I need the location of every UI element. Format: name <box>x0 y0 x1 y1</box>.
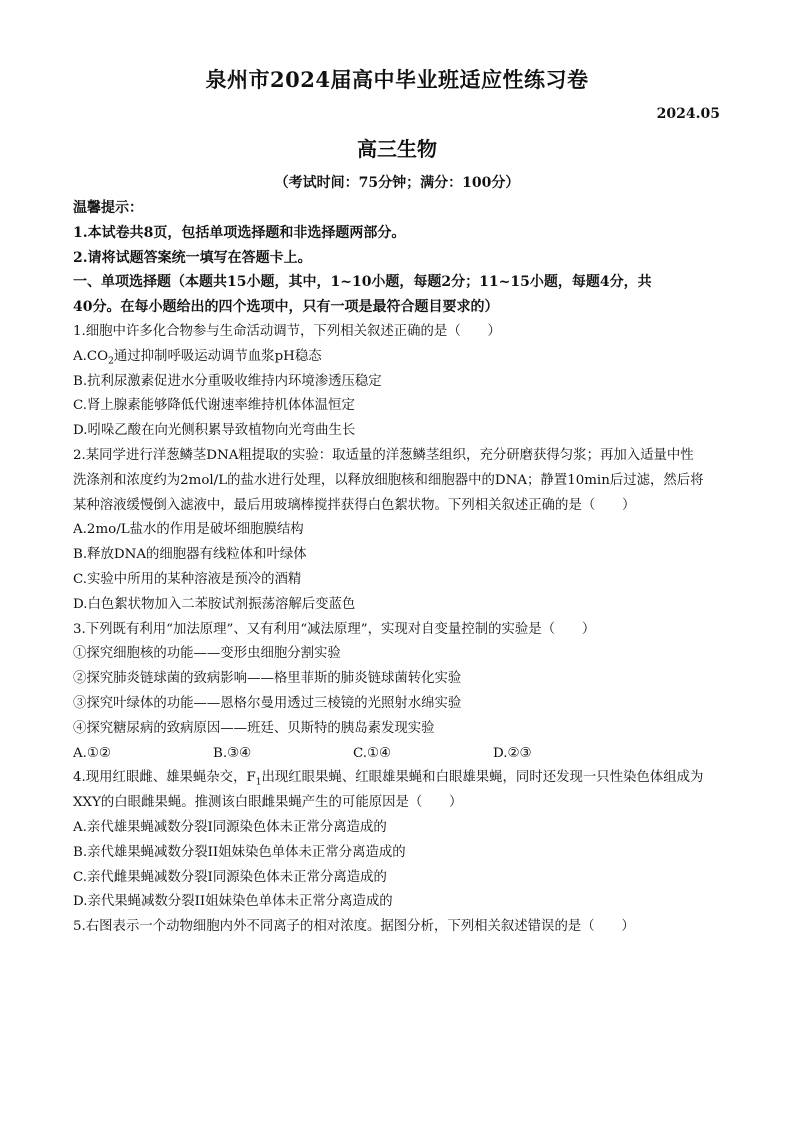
question-3-option-c: C.①④ <box>353 745 392 761</box>
question-3-option-b: B.③④ <box>213 745 252 761</box>
question-3-options <box>73 742 723 767</box>
question-3-item: ④探究糖尿病的致病原因——班廷、贝斯特的胰岛素发现实验 <box>73 720 435 736</box>
exam-body <box>73 196 723 940</box>
tips-heading: 温馨提示： <box>73 200 143 216</box>
question-3-item: ②探究肺炎链球菌的致病影响——格里菲斯的肺炎链球菌转化实验 <box>73 671 462 687</box>
question-1-option-c: C.肾上腺素能够降低代谢速率维持机体体温恒定 <box>73 398 355 414</box>
question-1-option-d: D.吲哚乙酸在向光侧积累导致植物向光弯曲生长 <box>73 423 356 439</box>
question-5-stem: 5.右图表示一个动物细胞内外不同离子的相对浓度。据图分析，下列相关叙述错误的是（ ） <box>73 919 635 935</box>
question-3-option-d: D.②③ <box>493 745 532 761</box>
question-2-stem-cont: 洗涤剂和浓度约为2mol/L的盐水进行处理，以释放细胞核和细胞器中的DNA；静置10min后过滤，然后将 <box>73 472 704 488</box>
exam-date: 2024.05 <box>656 106 720 122</box>
question-1-option-a: $A.CO_2$通过抑制呼吸运动调节血浆pH稳态 <box>73 348 322 367</box>
tip-item: 1.本试卷共8页，包括单项选择题和非选择题两部分。 <box>73 224 406 241</box>
question-2-stem-cont: 某种溶液缓慢倒入滤液中，最后用玻璃棒搅拌获得白色絮状物。下列相关叙述正确的是（ ） <box>73 497 636 513</box>
tip-item: 2.请将试题答案统一填写在答题卡上。 <box>73 249 312 266</box>
question-2-option-b: B.释放DNA的细胞器有线粒体和叶绿体 <box>73 547 307 563</box>
question-4-stem-cont: XXY的白眼雌果蝇。推测该白眼雌果蝇产生的可能原因是（ ） <box>73 795 463 811</box>
question-4-option-b: B.亲代雄果蝇减数分裂II姐妹染色单体未正常分离造成的 <box>73 844 406 860</box>
question-2-option-c: C.实验中所用的某种溶液是预冷的酒精 <box>73 571 302 587</box>
question-1-option-b: B.抗利尿激素促进水分重吸收维持内环境渗透压稳定 <box>73 373 382 389</box>
question-3-item: ①探究细胞核的功能——变形虫细胞分割实验 <box>73 646 341 662</box>
question-3-option-a: A.①② <box>73 745 111 761</box>
question-4-stem: 4.现用红眼雌、雄果蝇杂交，$F_1$出现红眼果蝇、红眼雄果蝇和白眼雄果蝇，同时还发现一只性染色体组成为 <box>73 770 704 788</box>
subject-title: 高三生物 <box>357 137 437 161</box>
section-heading: 一、单项选择题（本题共15小题，其中，1~10小题，每题2分；11~15小题，每题4分，共 <box>73 274 652 291</box>
question-4-option-a: A.亲代雄果蝇减数分裂I同源染色体未正常分离造成的 <box>73 819 387 835</box>
question-4-option-c: C.亲代雌果蝇减数分裂I同源染色体未正常分离造成的 <box>73 869 387 885</box>
exam-title: 泉州市2024届高中毕业班适应性练习卷 <box>205 67 589 92</box>
question-2-option-d: D.白色絮状物加入二苯胺试剂振荡溶解后变蓝色 <box>73 596 356 612</box>
exam-info: （考试时间：75分钟；满分：100分） <box>274 175 520 191</box>
question-2-stem: 2.某同学进行洋葱鳞茎DNA粗提取的实验：取适量的洋葱鳞茎组织，充分研磨获得匀浆；再加入适量中性 <box>73 447 694 463</box>
question-2-option-a: A.2mo/L盐水的作用是破坏细胞膜结构 <box>73 522 304 538</box>
question-3-item: ③探究叶绿体的功能——恩格尔曼用透过三棱镜的光照射水绵实验 <box>73 695 462 711</box>
question-4-option-d: D.亲代果蝇减数分裂II姐妹染色单体未正常分离造成的 <box>73 894 393 910</box>
question-1-stem: 1.细胞中许多化合物参与生命活动调节，下列相关叙述正确的是（ ） <box>73 323 501 339</box>
question-3-stem: 3.下列既有利用“加法原理”、又有利用“减法原理”，实现对自变量控制的实验是（ ） <box>73 621 596 637</box>
section-heading-cont: 40分。在每小题给出的四个选项中，只有一项是最符合题目要求的） <box>73 299 499 316</box>
